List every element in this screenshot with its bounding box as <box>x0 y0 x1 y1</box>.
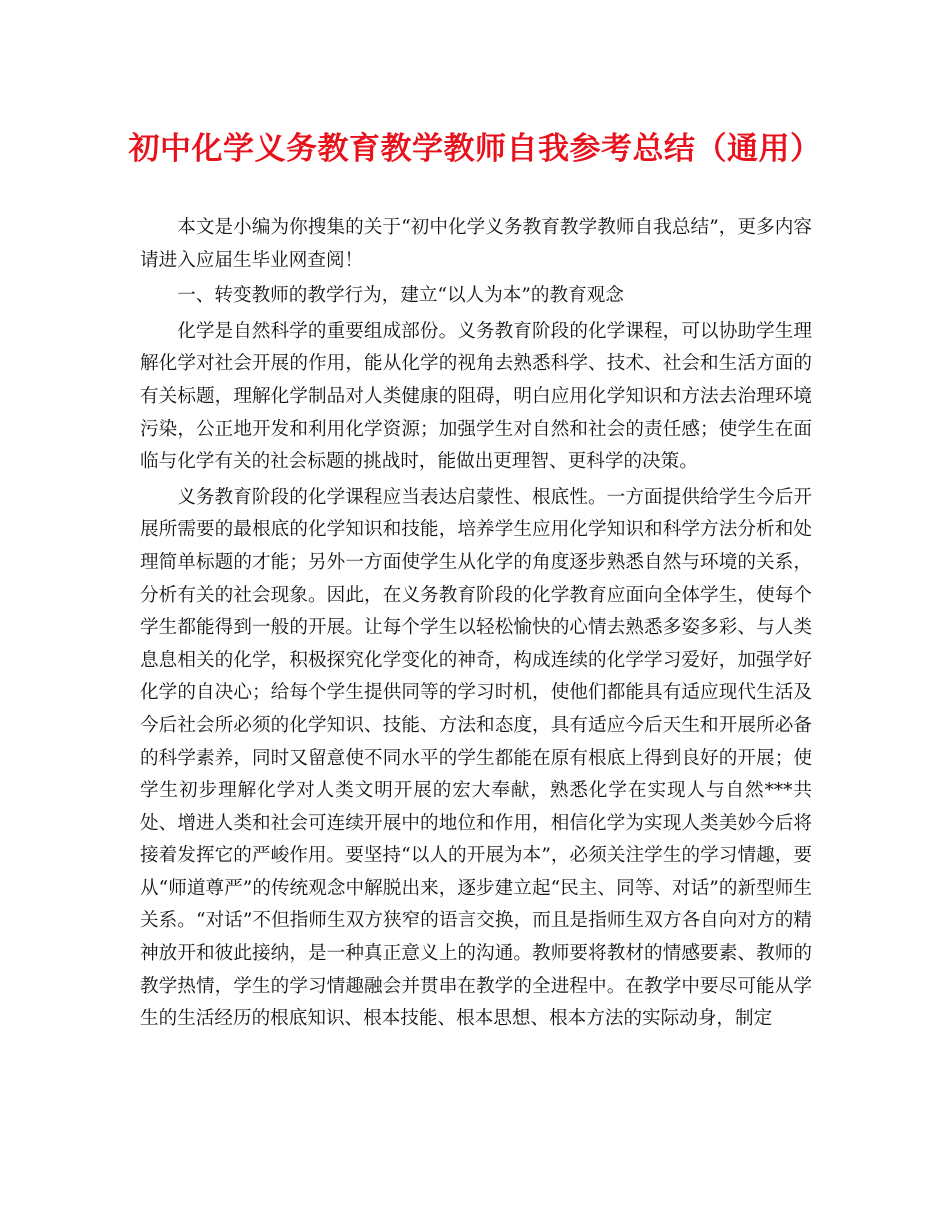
document-title: 初中化学义务教育教学教师自我参考总结（通用） <box>128 131 822 167</box>
paragraph-curriculum: 义务教育阶段的化学课程应当表达启蒙性、根底性。一方面提供给学生今后开展所需要的最根底的化学知识和技能，培养学生应用化学知识和科学方法分析和处理简单标题的才能；另外一方面使学生从化学的角度逐步熟悉自然与环境的关系，分析有关的社会现象。因此，在义务教育阶段的化学教育应面向全体学生，使每个学生都能得到一般的开展。让每个学生以轻松愉快的心情去熟悉多姿多彩、与人类息息相关的化学，积极探究化学变化的神奇，构成连续的化学学习爱好，加强学好化学的自决心；给每个学生提供同等的学习时机，使他们都能具有适应现代生活及今后社会所必须的化学知识、技能、方法和态度，具有适应今后天生和开展所必备的科学素养，同时又留意使不同水平的学生都能在原有根底上得到良好的开展；使学生初步理解化学对人类文明开展的宏大奉献，熟悉化学在实现人与自然***共处、增进人类和社会可连续开展中的地位和作用，相信化学为实现人类美妙今后将接着发挥它的严峻作用。要坚持“以人的开展为本”，必须关注学生的学习情趣，要从“师道尊严”的传统观念中解脱出来，逐步建立起“民主、同等、对话”的新型师生关系。“对话”不但指师生双方狭窄的语言交换，而且是指师生双方各自向对方的精神放开和彼此接纳，是一种真正意义上的沟通。教师要将教材的情感要素、教师的教学热情，学生的学习情趣融会并贯串在教学的全进程中。在教学中要尽可能从学生的生活经历的根底知识、根本技能、根本思想、根本方法的实际动身，制定 <box>140 486 812 1030</box>
paragraph-chemistry-role: 化学是自然科学的重要组成部份。义务教育阶段的化学课程，可以协助学生理解化学对社会开展的作用，能从化学的视角去熟悉科学、技术、社会和生活方面的有关标题，理解化学制品对人类健康的阻碍，明白应用化学知识和方法去治理环境污染，公正地开发和利用化学资源；加强学生对自然和社会的责任感；使学生在面临与化学有关的社会标题的挑战时，能做出更理智、更科学的决策。 <box>140 320 812 473</box>
section-heading: 一、转变教师的教学行为，建立“以人为本”的教育观念 <box>177 285 624 307</box>
document-body <box>140 212 812 1036</box>
paragraph-intro: 本文是小编为你搜集的关于“初中化学义务教育教学教师自我总结”，更多内容请进入应届生毕业网查阅！ <box>140 217 812 271</box>
